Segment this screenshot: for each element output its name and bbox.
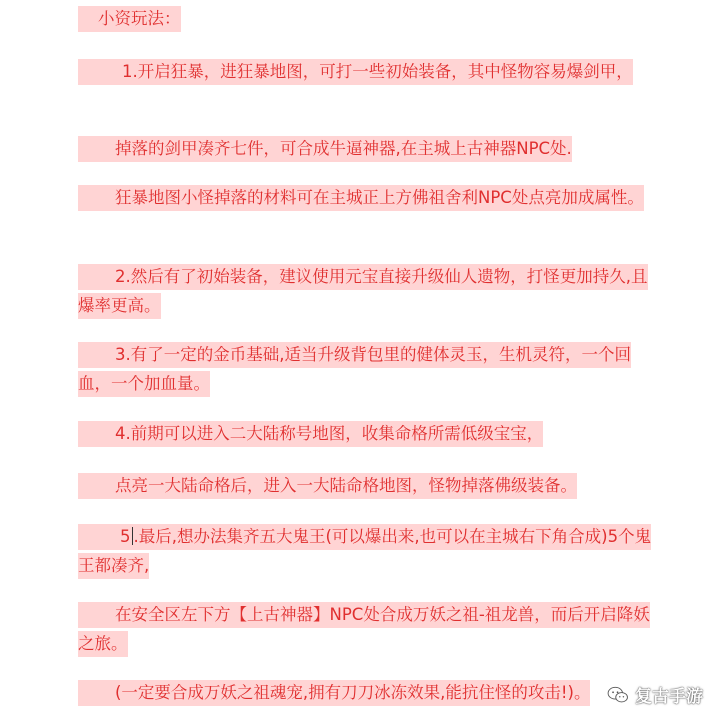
- paragraph-text-number: 5: [120, 527, 131, 546]
- paragraph-text: 点亮一大陆命格后，进入一大陆命格地图，怪物掉落佛级装备。: [115, 476, 577, 495]
- paragraph-text: (一定要合成万妖之祖魂宠,拥有刀刀冰冻效果,能抗住怪的攻击!)。: [115, 683, 591, 702]
- wechat-icon: [607, 686, 629, 704]
- paragraph-step-4: [78, 419, 658, 448]
- paragraph-text: 在安全区左下方【上古神器】NPC处合成万妖之祖-祖龙兽，而后开启降妖之旅。: [78, 605, 650, 653]
- paragraph-text: 2.然后有了初始装备，建议使用元宝直接升级仙人遗物，打怪更加持久,且爆率更高。: [78, 267, 648, 315]
- paragraph-text: 狂暴地图小怪掉落的材料可在主城正上方佛祖舍利NPC处点亮加成属性。: [115, 188, 644, 207]
- paragraph-text: 1.开启狂暴，进狂暴地图，可打一些初始装备，其中怪物容易爆剑甲，: [122, 62, 633, 81]
- paragraph-step-5: [78, 522, 658, 580]
- paragraph-step-1-cont: [78, 134, 658, 163]
- text-cursor: [132, 527, 133, 545]
- paragraph-step-1-materials: [78, 183, 658, 212]
- paragraph-step-3: [78, 340, 658, 398]
- watermark-text: 复古手游: [635, 687, 703, 707]
- paragraph-text: 掉落的剑甲凑齐七件，可合成牛逼神器,在主城上古神器NPC处.: [115, 139, 572, 158]
- paragraph-step-4-cont: [78, 471, 658, 500]
- watermark: [607, 682, 703, 707]
- paragraph-step-1: [78, 57, 658, 86]
- paragraph-text: 小资玩法：: [98, 9, 181, 28]
- paragraph-note: [78, 678, 658, 707]
- paragraph-step-2: [78, 262, 658, 320]
- paragraph-text: 4.前期可以进入二大陆称号地图，收集命格所需低级宝宝，: [115, 424, 544, 443]
- paragraph-text: 3.有了一定的金币基础,适当升级背包里的健体灵玉，生机灵符，一个回血，一个加血量。: [78, 345, 631, 393]
- paragraph-title: [78, 4, 658, 33]
- paragraph-text: .最后,想办法集齐五大鬼王(可以爆出来,也可以在主城右下角合成)5个鬼王都凑齐,: [78, 527, 652, 575]
- paragraph-step-5-cont: [78, 600, 658, 658]
